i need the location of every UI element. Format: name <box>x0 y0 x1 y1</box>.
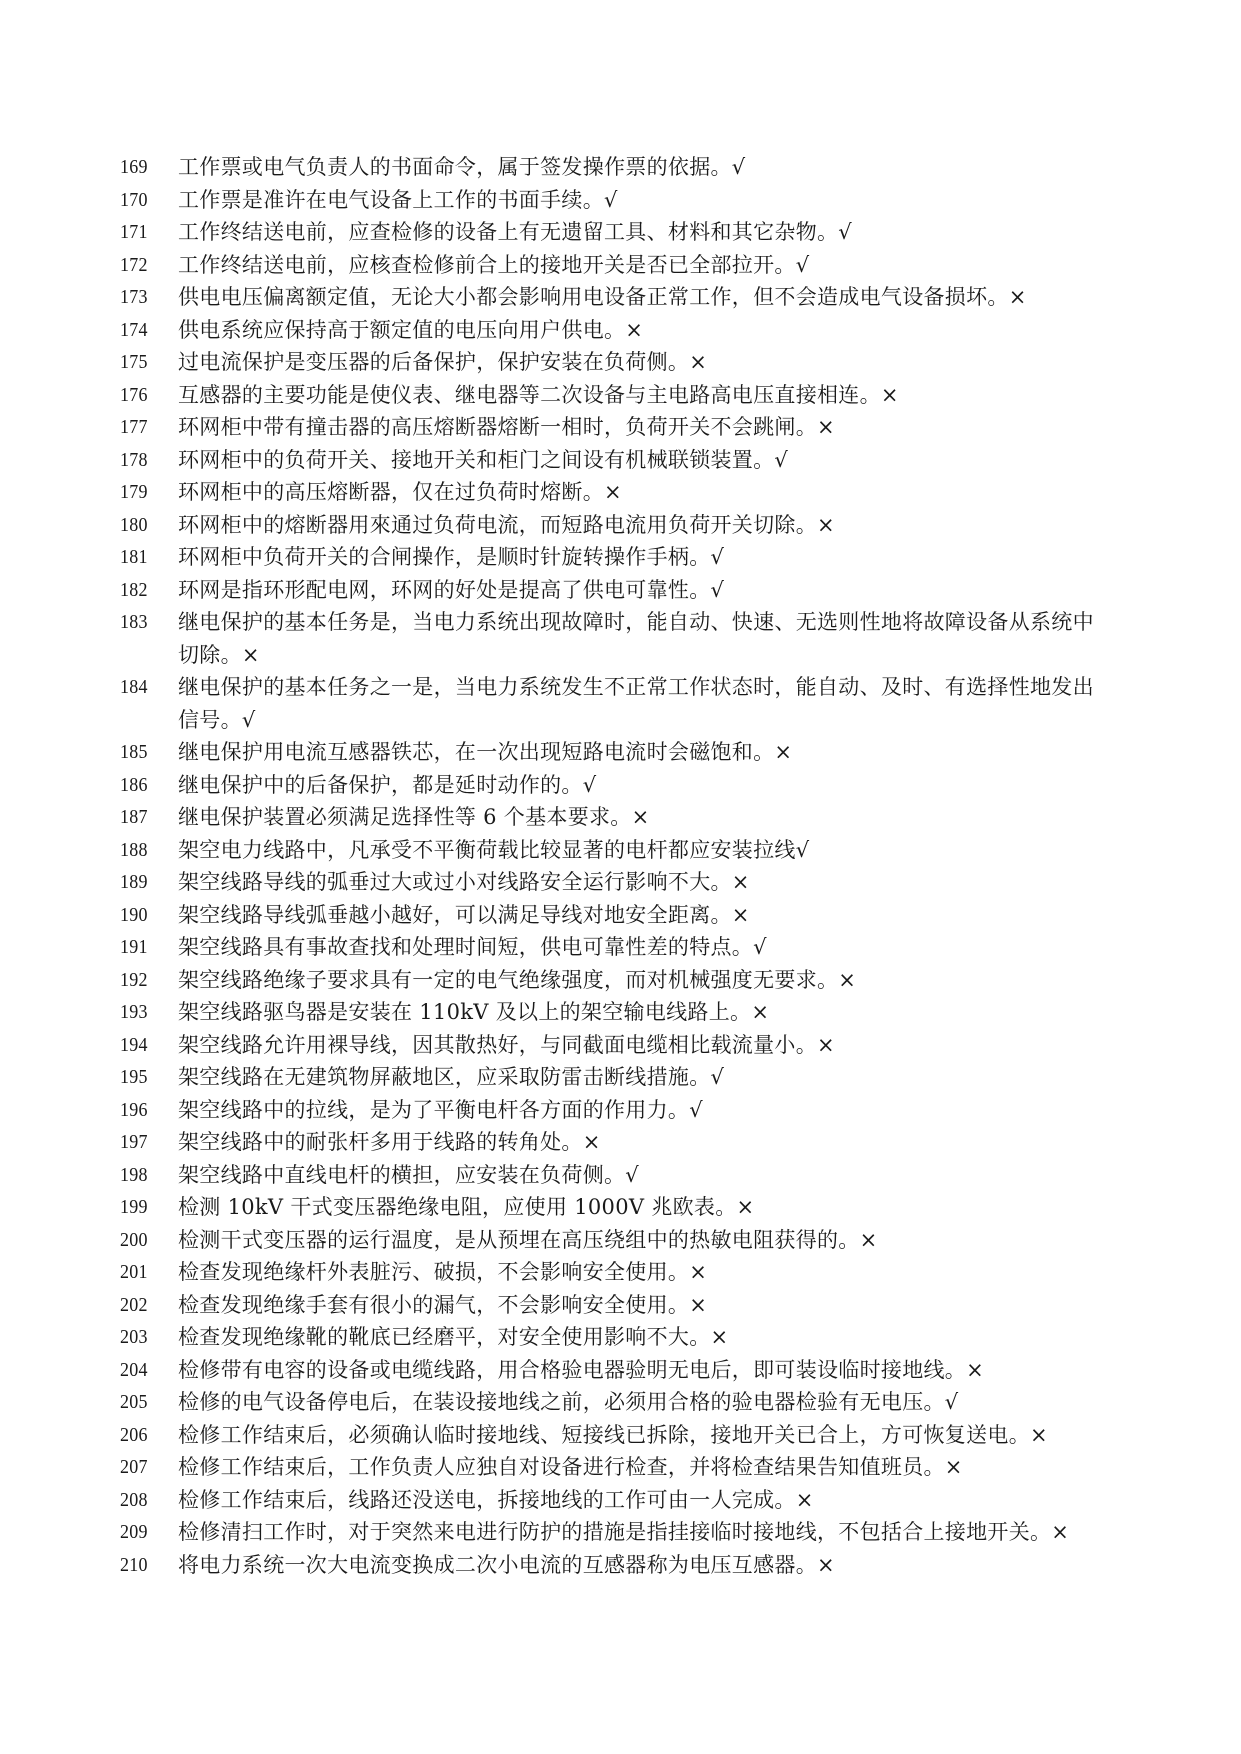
item-number: 201 <box>120 1261 148 1283</box>
list-item <box>120 1191 1110 1224</box>
item-number: 202 <box>120 1293 148 1316</box>
item-text: 架空线路允许用裸导线，因其散热好，与同截面电缆相比载流量小。× <box>178 1032 835 1057</box>
item-text: 环网柜中带有撞击器的高压熔断器熔断一相时，负荷开关不会跳闸。× <box>178 415 835 439</box>
list-item <box>120 216 1110 249</box>
item-text: 检修工作结束后，必须确认临时接地线、短接线已拆除，接地开关已合上，方可恢复送电。× <box>178 1422 1048 1447</box>
item-text: 检测干式变压器的运行温度，是从预埋在高压绕组中的热敏电阻获得的。× <box>178 1227 878 1252</box>
list-item <box>120 964 1110 997</box>
item-number: 209 <box>120 1521 148 1543</box>
item-number: 184 <box>120 676 148 698</box>
item-text: 环网是指环形配电网，环网的好处是提高了供电可靠性。√ <box>178 577 725 602</box>
item-number: 199 <box>120 1196 148 1218</box>
item-text: 架空线路导线的弧垂过大或过小对线路安全运行影响不大。× <box>178 870 750 894</box>
item-text: 检测 10kV 干式变压器绝缘电阻，应使用 1000V 兆欧表。× <box>178 1195 755 1219</box>
item-number: 195 <box>120 1066 148 1088</box>
list-item <box>120 444 1110 477</box>
item-number: 175 <box>120 351 148 373</box>
item-number: 182 <box>120 578 148 601</box>
list-item <box>120 769 1110 802</box>
list-item <box>120 931 1110 964</box>
item-text: 检修清扫工作时，对于突然来电进行防护的措施是指挂接临时接地线，不包括合上接地开关。× <box>178 1520 1070 1544</box>
list-item <box>120 899 1110 932</box>
item-number: 169 <box>120 156 148 178</box>
list-item <box>120 1516 1110 1549</box>
item-number: 207 <box>120 1456 148 1478</box>
item-number: 189 <box>120 871 148 893</box>
list-item <box>120 411 1110 444</box>
item-number: 180 <box>120 513 148 536</box>
item-text: 检查发现绝缘杆外表脏污、破损，不会影响安全使用。× <box>178 1260 708 1284</box>
list-item <box>120 1159 1110 1192</box>
item-text: 工作终结送电前，应查检修的设备上有无遗留工具、材料和其它杂物。√ <box>178 220 852 244</box>
list-item <box>120 1484 1110 1517</box>
list-item <box>120 346 1110 379</box>
item-number: 176 <box>120 383 148 406</box>
list-item <box>120 184 1110 217</box>
item-number: 205 <box>120 1391 148 1413</box>
item-number: 172 <box>120 253 148 276</box>
item-text: 架空线路中的耐张杆多用于线路的转角处。× <box>178 1130 601 1154</box>
item-text: 架空线路绝缘子要求具有一定的电气绝缘强度，而对机械强度无要求。× <box>178 967 857 992</box>
list-item <box>120 606 1110 671</box>
item-number: 187 <box>120 806 148 828</box>
item-number: 170 <box>120 188 148 211</box>
list-item <box>120 1354 1110 1387</box>
question-list <box>120 151 1110 1581</box>
item-number: 174 <box>120 318 148 341</box>
item-text: 环网柜中负荷开关的合闸操作，是顺时针旋转操作手柄。√ <box>178 545 725 569</box>
item-text: 架空线路在无建筑物屏蔽地区，应采取防雷击断线措施。√ <box>178 1065 725 1089</box>
list-item <box>120 1126 1110 1159</box>
item-text: 架空线路中的拉线，是为了平衡电杆各方面的作用力。√ <box>178 1097 703 1122</box>
list-item <box>120 1061 1110 1094</box>
list-item <box>120 476 1110 509</box>
item-number: 210 <box>120 1553 148 1576</box>
list-item <box>120 1419 1110 1452</box>
list-item <box>120 996 1110 1029</box>
item-number: 198 <box>120 1163 148 1186</box>
item-number: 181 <box>120 546 148 568</box>
item-number: 186 <box>120 773 148 796</box>
item-number: 171 <box>120 221 148 243</box>
item-number: 190 <box>120 903 148 926</box>
item-text: 环网柜中的高压熔断器，仅在过负荷时熔断。× <box>178 480 622 504</box>
list-item <box>120 509 1110 542</box>
list-item <box>120 866 1110 899</box>
item-number: 196 <box>120 1098 148 1121</box>
list-item <box>120 834 1110 867</box>
item-number: 203 <box>120 1326 148 1348</box>
item-text: 架空线路驱鸟器是安装在 110kV 及以上的架空输电线路上。× <box>178 1000 770 1024</box>
item-text: 将电力系统一次大电流变换成二次小电流的互感器称为电压互感器。× <box>178 1552 835 1577</box>
list-item <box>120 1451 1110 1484</box>
list-item <box>120 801 1110 834</box>
item-number: 185 <box>120 741 148 763</box>
list-item <box>120 541 1110 574</box>
list-item <box>120 314 1110 347</box>
item-number: 208 <box>120 1488 148 1511</box>
item-text: 继电保护中的后备保护，都是延时动作的。√ <box>178 772 597 797</box>
list-item <box>120 1029 1110 1062</box>
list-item <box>120 379 1110 412</box>
item-text: 工作票是准许在电气设备上工作的书面手续。√ <box>178 187 618 212</box>
item-text: 检修带有电容的设备或电缆线路，用合格验电器验明无电后，即可装设临时接地线。× <box>178 1357 984 1382</box>
list-item <box>120 151 1110 184</box>
list-item <box>120 1549 1110 1582</box>
item-text: 检修的电气设备停电后，在装设接地线之前，必须用合格的验电器检验有无电压。√ <box>178 1390 959 1414</box>
list-item <box>120 1289 1110 1322</box>
item-text: 工作票或电气负责人的书面命令，属于签发操作票的依据。√ <box>178 155 746 179</box>
item-number: 188 <box>120 838 148 861</box>
item-number: 179 <box>120 481 148 503</box>
list-item <box>120 249 1110 282</box>
item-text: 过电流保护是变压器的后备保护，保护安装在负荷侧。× <box>178 350 708 374</box>
item-text: 架空线路导线弧垂越小越好，可以满足导线对地安全距离。× <box>178 902 750 927</box>
item-number: 177 <box>120 416 148 438</box>
item-text: 继电保护用电流互感器铁芯，在一次出现短路电流时会磁饱和。× <box>178 740 793 764</box>
item-text: 供电系统应保持高于额定值的电压向用户供电。× <box>178 317 644 342</box>
item-text: 环网柜中的熔断器用來通过负荷电流，而短路电流用负荷开关切除。× <box>178 512 835 537</box>
item-number: 193 <box>120 1001 148 1023</box>
list-item <box>120 1224 1110 1257</box>
list-item <box>120 1094 1110 1127</box>
item-text: 互感器的主要功能是使仪表、继电器等二次设备与主电路高电压直接相连。× <box>178 382 899 407</box>
item-number: 191 <box>120 936 148 958</box>
item-text: 架空线路具有事故查找和处理时间短，供电可靠性差的特点。√ <box>178 935 767 959</box>
item-text: 供电电压偏离额定值，无论大小都会影响用电设备正常工作，但不会造成电气设备损坏。× <box>178 285 1027 309</box>
list-item <box>120 1256 1110 1289</box>
list-item <box>120 281 1110 314</box>
list-item <box>120 671 1110 736</box>
item-number: 194 <box>120 1033 148 1056</box>
item-number: 173 <box>120 286 148 308</box>
item-number: 200 <box>120 1228 148 1251</box>
list-item <box>120 574 1110 607</box>
item-text: 架空线路中直线电杆的横担，应安装在负荷侧。√ <box>178 1162 639 1187</box>
item-number: 178 <box>120 448 148 471</box>
item-number: 183 <box>120 611 148 633</box>
item-text: 架空电力线路中，凡承受不平衡荷载比较显著的电杆都应安装拉线√ <box>178 837 810 862</box>
item-number: 204 <box>120 1358 148 1381</box>
item-text: 检查发现绝缘手套有很小的漏气，不会影响安全使用。× <box>178 1292 708 1317</box>
item-text: 检修工作结束后，工作负责人应独自对设备进行检查，并将检查结果告知值班员。× <box>178 1455 963 1479</box>
list-item <box>120 1386 1110 1419</box>
item-text: 环网柜中的负荷开关、接地开关和柜门之间设有机械联锁装置。√ <box>178 447 789 472</box>
item-text: 继电保护装置必须满足选择性等 6 个基本要求。× <box>178 805 650 829</box>
list-item <box>120 1321 1110 1354</box>
item-number: 197 <box>120 1131 148 1153</box>
item-text: 检修工作结束后，线路还没送电，拆接地线的工作可由一人完成。× <box>178 1487 814 1512</box>
list-item <box>120 736 1110 769</box>
item-number: 192 <box>120 968 148 991</box>
item-text: 检查发现绝缘靴的靴底已经磨平，对安全使用影响不大。× <box>178 1325 729 1349</box>
item-text: 工作终结送电前，应核查检修前合上的接地开关是否已全部拉开。√ <box>178 252 810 277</box>
item-text: 继电保护的基本任务之一是，当电力系统发生不正常工作状态时，能自动、及时、有选择性地发出信号。√ <box>178 675 1094 732</box>
item-number: 206 <box>120 1423 148 1446</box>
item-text: 继电保护的基本任务是，当电力系统出现故障时，能自动、快速、无选则性地将故障设备从系统中切除。× <box>178 610 1094 667</box>
